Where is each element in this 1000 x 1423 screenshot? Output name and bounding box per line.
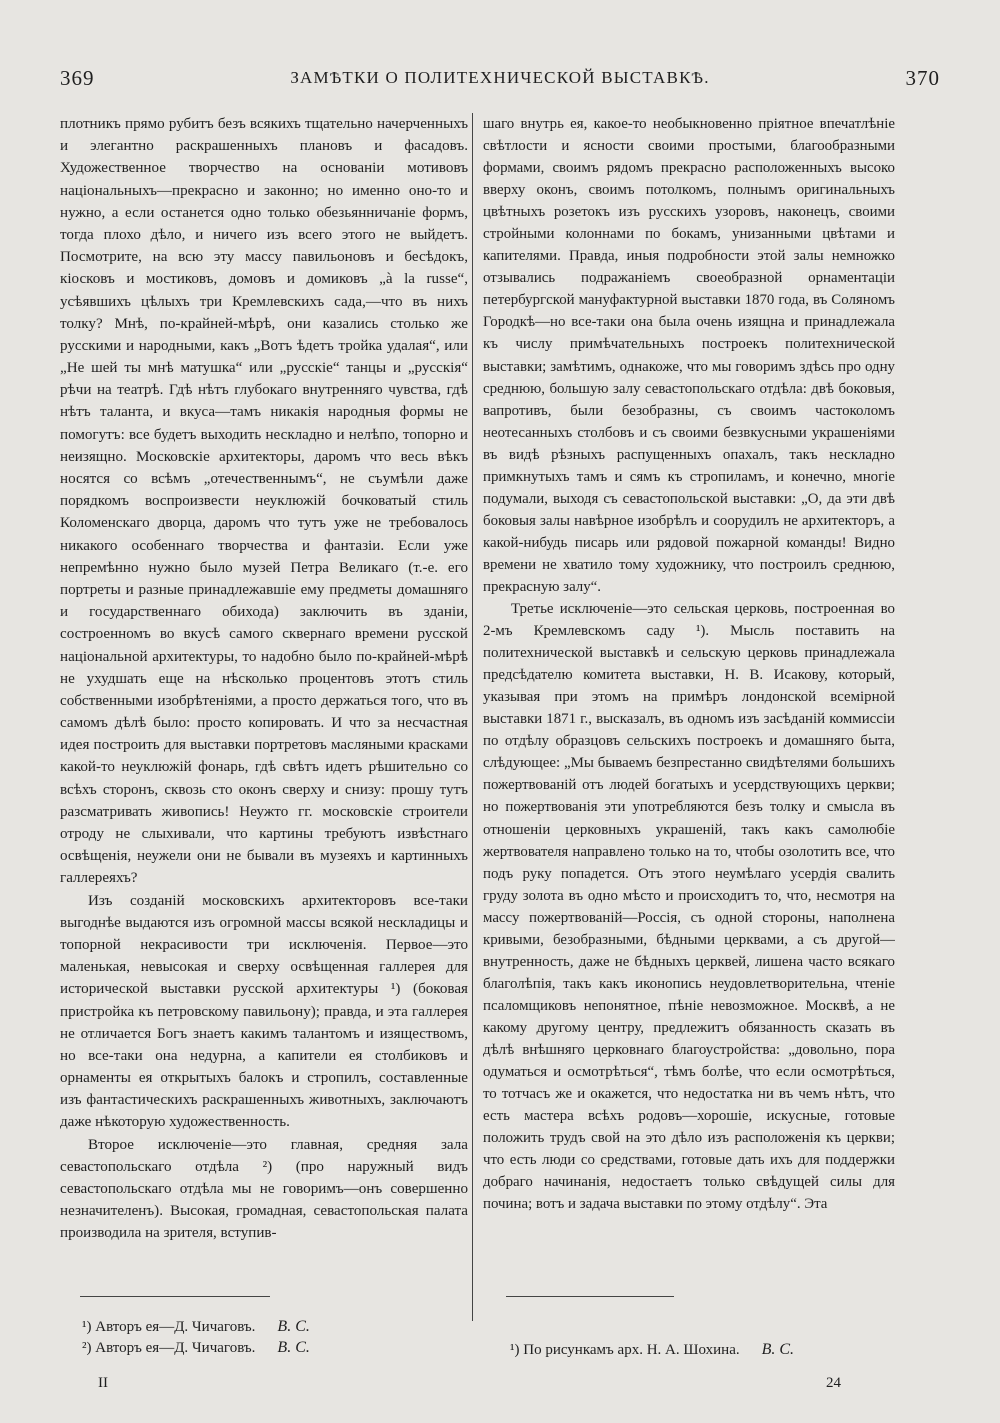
left-column — [60, 113, 468, 1308]
footnote-left-1 — [82, 1318, 310, 1336]
left-paragraph-2: Изъ созданій московскихъ архитекторовъ все-таки выгоднѣе выдаются изъ огромной массы всякой нескладицы и топорной некрасивости три исключенія. Первое—это маленькая, невысокая и сверху освѣщенная галлерея для исторической выставки русской архитектуры ¹) (боковая пристройка къ петровскому павильону); правда, и эта галлерея не отличается Богъ знаетъ какимъ талантомъ и изяществомъ, но все-таки она недурна, а капители ея столбиковъ и орнаменты ея открытыхъ балокъ и стропилъ, составленные изъ фантастическихъ раскрашенныхъ животныхъ, заключаютъ даже нѣкоторую художественность. — [60, 892, 468, 1131]
page-number-left: 369 — [60, 65, 95, 90]
printer-signature-left: II — [98, 1375, 108, 1391]
footnote-signature: В. С. — [761, 1341, 795, 1358]
running-title: ЗАМѢТКИ О ПОЛИТЕХНИЧЕСКОЙ ВЫСТАВКѢ. — [290, 68, 710, 87]
printer-signature-right: 24 — [826, 1375, 841, 1391]
footnote-left-2 — [82, 1339, 310, 1357]
footnote-text: ¹) По рисункамъ арх. Н. А. Шохина. — [510, 1342, 740, 1358]
column-divider — [472, 113, 473, 1321]
right-paragraph-1: шаго внутрь ея, какое-то необыкновенно пріятное впечатлѣніе свѣтлости и ясности своими простыми, благообразными формами, своимъ рядомъ прекрасно расположенныхъ высоко вверху оконъ, своимъ потолкомъ, полнымъ оригинальныхъ цвѣтныхъ розетокъ изъ русскихъ узоровъ, наконецъ, своими стройными колоннами по бокамъ, унизанными цвѣтами и капителями. Правда, иныя подробности этой залы немножко отзывались подражаніемъ своеобразной орнаментаціи петербургской мануфактурной выставки 1870 года, въ Соляномъ Городкѣ—но все-таки она была очень изящна и принадлежала къ числу примѣчательныхъ построекъ политехнической выставки; замѣтимъ, однакоже, что мы говоримъ здѣсь про одну среднюю, большую залу севастопольскаго отдѣла: двѣ боковыя, вапротивъ, были безобразны, съ своимъ частоколомъ неотесанныхъ столбовъ и съ своими безвкусными украшеніями въ видѣ рѣзныхъ распущенныхъ опахалъ, такъ нескладно примкнутыхъ тамъ и сямъ къ стропиламъ, и конечно, многіе подумали, выходя съ севастопольской выставки: „О, да эти двѣ боковыя залы навѣрное изобрѣлъ и соорудилъ не архитекторъ, а какой-нибудь писарь или рядовой пожарной команды! Видно времени не хватило тому художнику, что построилъ среднюю, прекрасную залу“. — [483, 116, 895, 595]
footnote-signature: В. С. — [277, 1339, 310, 1356]
footnote-text: ¹) Авторъ ея—Д. Чичаговъ. — [82, 1319, 256, 1335]
page-number-right: 370 — [905, 65, 940, 90]
footnote-rule-left — [80, 1296, 270, 1297]
running-header — [60, 58, 940, 98]
footnote-signature: В. С. — [277, 1318, 310, 1335]
left-paragraph-3: Второе исключеніе—это главная, средняя зала севастопольскаго отдѣла ²) (про наружный видъ севастопольскаго отдѣла мы не говоримъ—онъ совершенно незначителенъ). Высокая, громадная, севастопольская палата производила на зрителя, вступив- — [60, 1136, 468, 1242]
footnote-rule-right — [506, 1296, 674, 1297]
right-column — [483, 113, 895, 1308]
footnote-right-1 — [510, 1341, 794, 1359]
left-paragraph-1: плотникъ прямо рубитъ безъ всякихъ тщательно начерченныхъ и элегантно раскрашенныхъ плановъ и фасадовъ. Художественное творчество на основаніи мотивовъ національныхъ—прекрасно и законно; но именно оно-то и нужно, а если останется одно только обезьянничаніе формъ, тогда плохо дѣло, и ничего изъ всего этого не выйдетъ. Посмотрите, на всю эту массу павильоновъ и бесѣдокъ, кіосковъ и мостиковъ, домовъ и домиковъ „à la russe“, усѣявшихъ цѣлыхъ три Кремлевскихъ сада,—что въ нихъ толку? Мнѣ, по-крайней-мѣрѣ, они казались столько же русскими и народными, какъ „Вотъ ѣдетъ тройка удалая“, или „Не шей ты мнѣ матушка“ или „русскіе“ танцы и „русскія“ рѣчи на театрѣ. Гдѣ нѣтъ глубокаго внутренняго чувства, гдѣ нѣтъ таланта, и вкуса—тамъ никакія народныя формы не помогутъ: все будетъ выходить нескладно и нелѣпо, топорно и неизящно. Московскіе архитекторы, даромъ что весь вѣкъ носятся со всѣмъ „отечественнымъ“, не съумѣли даже порядкомъ воспроизвести неуклюжій бочковатый стиль Коломенскаго дворца, даромъ что тутъ уже не требовалось никакого особеннаго творчества и фантазіи. Если уже непремѣнно нужно было музей Петра Великаго (т.-е. его портреты и разные принадлежавшіе ему предметы домашняго и государственнаго обихода) заключить въ зданіи, состроенномъ во вкусѣ самого сквернаго времени русской національной архитектуры, то надобно было по-крайней-мѣрѣ не ухудшать еще на нѣсколько процентовъ этотъ стиль собственными изобрѣтеніями, а просто держаться того, что въ самомъ дѣлѣ было: просто копировать. И что за несчастная идея построить для выставки портретовъ масляными красками какой-то неуклюжій фонарь, гдѣ свѣтъ идетъ рѣшительно со всѣхъ сторонъ, сквозь сто оконъ сверху и снизу: прошу тутъ разсматривать живопись! Неужто гг. московскіе строители отроду не слыхивали, что картины требуютъ извѣстнаго освѣщенія, неужели они не бывали въ музеяхъ и картинныхъ галлереяхъ? — [60, 116, 468, 887]
footnote-text: ²) Авторъ ея—Д. Чичаговъ. — [82, 1340, 256, 1356]
right-paragraph-2: Третье исключеніе—это сельская церковь, построенная во 2-мъ Кремлевскомъ саду ¹). Мысль поставить на политехнической выставкѣ и сельскую церковь принадлежала предсѣдателю комитета выставки, Н. В. Исакову, который, указывая при этомъ на примѣръ лондонской всемірной выставки 1871 г., высказалъ, въ одномъ изъ засѣданій коммиссіи по отдѣлу образцовъ сельскихъ построекъ и домашняго быта, слѣдующее: „Мы бываемъ безпрестанно свидѣтелями большихъ пожертвованій отъ людей богатыхъ и усердствующихъ церкви; но пожертвованія эти употребляются безъ толку и смысла въ отношеніи церковныхъ украшеній, такъ какъ самолюбіе жертвователя направлено только на то, чтобы озолотить все, что подъ руку попадется. Отъ этого неумѣлаго усердія свалить груду золота въ одно мѣсто и происходитъ то, что, несмотря на массу пожертвованій—Россія, съ одной стороны, наполнена кривыми, безобразными, бѣдными церквами, а съ другой—внутренность, даже не бѣдныхъ церквей, лишена часто всякаго благолѣпія, такъ какъ иконопись неудовлетворительна, чтеніе псаломщиковъ непонятное, пѣніе невозможное. Москвѣ, а не какому другому центру, предлежитъ обязанность сказать въ дѣлѣ внѣшняго церковнаго благоустройства: „довольно, пора одуматься и осмотрѣться“, тѣмъ болѣе, что если осмотрѣться, то тотчасъ же и окажется, что недостатка ни въ чемъ нѣтъ, что есть мастера всѣхъ родовъ—хорошіе, искусные, готовые положить трудъ свой на это дѣло изъ расположенія къ церкви; что есть люди со средствами, готовые дать ихъ для поддержки добраго начинанія, недостаетъ только свѣдущей силы для почина; вотъ и задача выставки по этому отдѣлу“. Эта — [483, 601, 895, 1213]
